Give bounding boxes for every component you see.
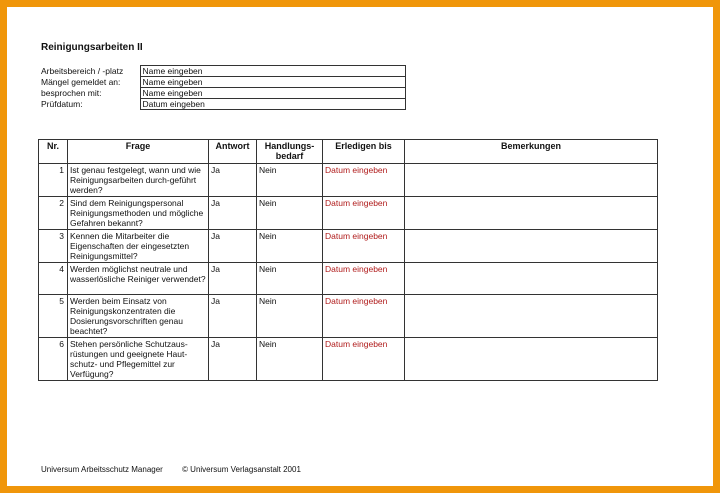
table-row (39, 263, 658, 295)
cell-antwort[interactable]: Ja (209, 164, 257, 197)
cell-nr: 3 (39, 230, 68, 263)
meta-label: Prüfdatum: (41, 99, 83, 109)
meta-row-pruefdatum (41, 99, 405, 110)
column-header-erledigen-bis: Erledigen bis (323, 140, 405, 164)
cell-bemerkungen[interactable] (405, 164, 658, 197)
cell-erledigen-bis[interactable]: Datum eingeben (323, 197, 405, 230)
meta-label: Mängel gemeldet an: (41, 77, 121, 87)
cell-bemerkungen[interactable] (405, 263, 658, 295)
footer-product: Universum Arbeitsschutz Manager (41, 465, 163, 474)
cell-handlungsbedarf[interactable]: Nein (257, 338, 323, 381)
table-row (39, 197, 658, 230)
meta-label: besprochen mit: (41, 88, 102, 98)
meta-row-arbeitsbereich (41, 66, 405, 77)
meta-value-field[interactable]: Datum eingeben (140, 99, 405, 110)
column-header-bemerkungen: Bemerkungen (405, 140, 658, 164)
cell-antwort[interactable]: Ja (209, 230, 257, 263)
meta-value-field[interactable]: Name eingeben (140, 88, 405, 99)
cell-nr: 2 (39, 197, 68, 230)
table-row (39, 230, 658, 263)
cell-frage: Ist genau festgelegt, wann und wie Reinigungsarbeiten durch-geführt werden? (68, 164, 209, 197)
column-header-handlungsbedarf: Handlungs- bedarf (257, 140, 323, 164)
cell-nr: 4 (39, 263, 68, 295)
cell-nr: 6 (39, 338, 68, 381)
footer-copyright: © Universum Verlagsanstalt 2001 (182, 465, 301, 474)
cell-frage: Kennen die Mitarbeiter die Eigenschaften der eingesetzten Reinigungsmittel? (68, 230, 209, 263)
cell-erledigen-bis[interactable]: Datum eingeben (323, 295, 405, 338)
cell-bemerkungen[interactable] (405, 230, 658, 263)
table-row (39, 164, 658, 197)
cell-frage: Werden möglichst neutrale und wasserlösliche Reiniger verwendet? (68, 263, 209, 295)
cell-erledigen-bis[interactable]: Datum eingeben (323, 164, 405, 197)
cell-bemerkungen[interactable] (405, 295, 658, 338)
meta-value-field[interactable]: Name eingeben (140, 77, 405, 88)
cell-handlungsbedarf[interactable]: Nein (257, 263, 323, 295)
cell-bemerkungen[interactable] (405, 338, 658, 381)
cell-erledigen-bis[interactable]: Datum eingeben (323, 338, 405, 381)
cell-frage: Werden beim Einsatz von Reinigungskonzentraten die Dosierungsvorschriften genau beachtet? (68, 295, 209, 338)
cell-nr: 1 (39, 164, 68, 197)
meta-value-field[interactable]: Name eingeben (140, 66, 405, 77)
cell-handlungsbedarf[interactable]: Nein (257, 295, 323, 338)
meta-table (41, 65, 406, 110)
cell-frage: Stehen persönliche Schutzaus-rüstungen und geeignete Haut-schutz- und Pflegemittel zur Verfügung? (68, 338, 209, 381)
table-header-row (39, 140, 658, 164)
document-page (7, 7, 713, 486)
cell-antwort[interactable]: Ja (209, 338, 257, 381)
cell-frage: Sind dem Reinigungspersonal Reinigungsmethoden und mögliche Gefahren bekannt? (68, 197, 209, 230)
cell-bemerkungen[interactable] (405, 197, 658, 230)
meta-label: Arbeitsbereich / -platz (41, 66, 124, 76)
column-header-antwort: Antwort (209, 140, 257, 164)
cell-antwort[interactable]: Ja (209, 263, 257, 295)
cell-handlungsbedarf[interactable]: Nein (257, 164, 323, 197)
table-row (39, 338, 658, 381)
cell-antwort[interactable]: Ja (209, 295, 257, 338)
meta-row-besprochen (41, 88, 405, 99)
cell-erledigen-bis[interactable]: Datum eingeben (323, 263, 405, 295)
cell-handlungsbedarf[interactable]: Nein (257, 230, 323, 263)
table-row (39, 295, 658, 338)
page-footer (41, 465, 301, 474)
checklist-table (38, 139, 658, 381)
column-header-nr: Nr. (39, 140, 68, 164)
cell-handlungsbedarf[interactable]: Nein (257, 197, 323, 230)
cell-antwort[interactable]: Ja (209, 197, 257, 230)
page-title: Reinigungsarbeiten II (41, 42, 143, 53)
cell-erledigen-bis[interactable]: Datum eingeben (323, 230, 405, 263)
column-header-frage: Frage (68, 140, 209, 164)
meta-row-maengel (41, 77, 405, 88)
cell-nr: 5 (39, 295, 68, 338)
